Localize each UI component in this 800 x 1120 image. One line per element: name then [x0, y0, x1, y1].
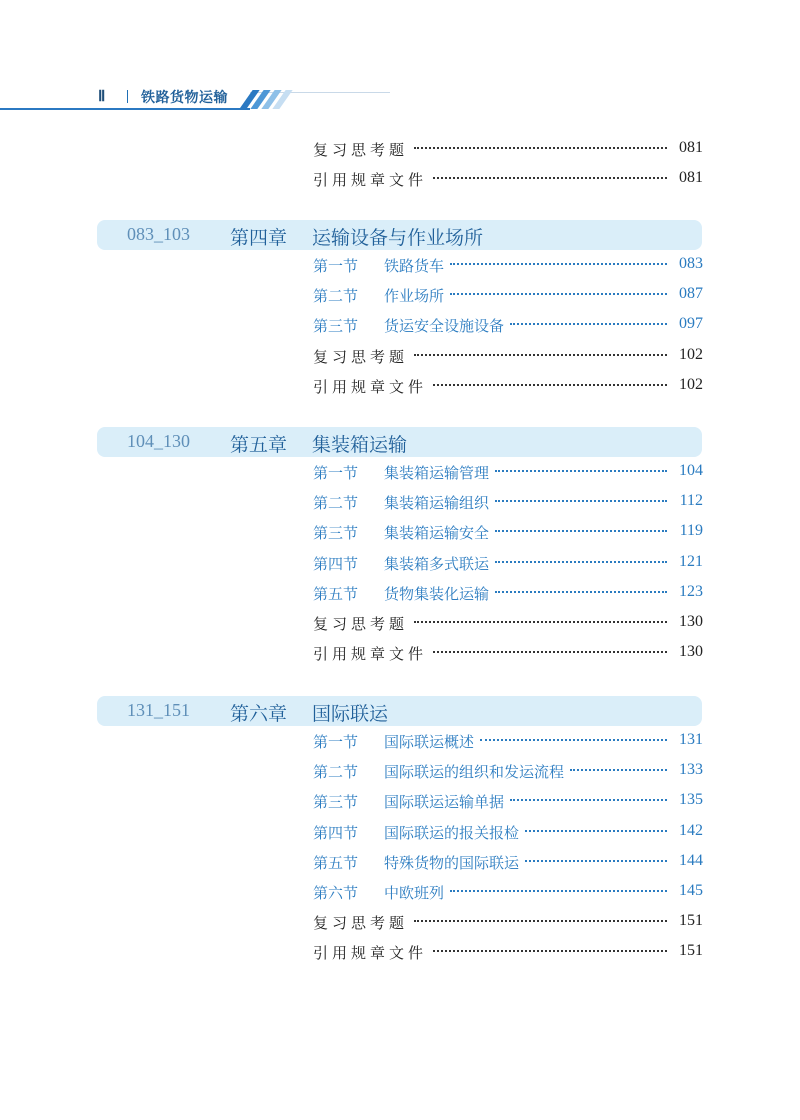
- toc-entry[interactable]: [313, 137, 703, 161]
- toc-entry[interactable]: [313, 374, 703, 398]
- page-number: 145: [679, 882, 703, 899]
- section-number: 第二节: [313, 287, 359, 306]
- page-number: 130: [679, 613, 703, 630]
- dot-leader: [433, 384, 667, 386]
- page-number: 142: [679, 821, 703, 839]
- toc-section-entry[interactable]: [313, 520, 703, 544]
- page-number: 112: [679, 492, 703, 510]
- dot-leader: [495, 561, 667, 563]
- page-number: 144: [679, 851, 703, 869]
- page-number: 135: [679, 791, 703, 809]
- dot-leader: [495, 591, 667, 593]
- chapter-page-range: 131_151: [127, 700, 190, 720]
- book-title: 铁路货物运输: [141, 90, 228, 106]
- entry-title: 引用规章文件: [313, 645, 428, 664]
- chapter-page-range: 083_103: [127, 224, 190, 244]
- entry-title: 货运安全设施设备: [384, 317, 505, 336]
- entry-title: 国际联运的报关报检: [384, 823, 520, 842]
- toc-entry[interactable]: [313, 940, 703, 964]
- dot-leader: [510, 799, 667, 801]
- page-number: 130: [679, 643, 703, 661]
- toc-section-entry[interactable]: [313, 850, 703, 874]
- toc-section-entry[interactable]: [313, 820, 703, 844]
- entry-title: 货物集装化运输: [384, 584, 490, 603]
- dot-leader: [433, 950, 667, 952]
- chapter-title: 运输设备与作业场所: [312, 227, 484, 249]
- toc-section-entry[interactable]: [313, 551, 703, 575]
- toc-section-entry[interactable]: [313, 789, 703, 813]
- section-number: 第三节: [313, 317, 359, 336]
- page-number: 123: [679, 582, 703, 600]
- chapter-heading[interactable]: [97, 220, 702, 250]
- toc-entry[interactable]: [313, 167, 703, 191]
- chapter-number: 第五章: [230, 434, 288, 456]
- toc-entry[interactable]: [313, 611, 703, 635]
- toc-section-entry[interactable]: [313, 460, 703, 484]
- page-number: 133: [679, 761, 703, 779]
- entry-title: 作业场所: [384, 287, 445, 306]
- entry-title: 引用规章文件: [313, 171, 428, 189]
- page-number: 087: [679, 285, 703, 303]
- section-number: 第三节: [313, 524, 359, 543]
- entry-title: 铁路货车: [384, 257, 445, 275]
- entry-title: 引用规章文件: [313, 377, 428, 396]
- page-number: 104: [679, 462, 703, 479]
- entry-title: 复习思考题: [313, 347, 409, 366]
- dot-leader: [495, 500, 667, 502]
- dot-leader: [414, 920, 667, 922]
- section-number: 第四节: [313, 554, 359, 573]
- section-number: 第二节: [313, 763, 359, 782]
- toc-entry[interactable]: [313, 641, 703, 665]
- dot-leader: [450, 890, 667, 892]
- page-number: 097: [679, 315, 703, 333]
- dot-leader: [495, 530, 667, 532]
- section-number: 第六节: [313, 884, 359, 902]
- running-header: [0, 84, 400, 114]
- toc-section-entry[interactable]: [313, 283, 703, 307]
- page-number: 081: [679, 139, 703, 156]
- page-number: 083: [679, 255, 703, 272]
- entry-title: 复习思考题: [313, 141, 409, 159]
- toc-section-entry[interactable]: [313, 490, 703, 514]
- entry-title: 集装箱运输管理: [384, 464, 490, 482]
- dot-leader: [495, 470, 667, 472]
- entry-title: 复习思考题: [313, 914, 409, 933]
- chapter-number: 第六章: [230, 703, 288, 725]
- entry-title: 集装箱多式联运: [384, 554, 490, 573]
- dot-leader: [450, 263, 667, 265]
- chapter-title: 集装箱运输: [312, 434, 408, 456]
- toc-section-entry[interactable]: [313, 313, 703, 337]
- dot-leader: [510, 323, 667, 325]
- dot-leader: [570, 769, 667, 771]
- dot-leader: [480, 739, 667, 741]
- entry-title: 集装箱运输组织: [384, 494, 490, 513]
- entry-title: 国际联运概述: [384, 733, 475, 751]
- header-separator: [127, 90, 128, 103]
- chapter-heading[interactable]: [97, 696, 702, 726]
- section-number: 第一节: [313, 257, 359, 275]
- toc-entry[interactable]: [313, 344, 703, 368]
- toc-section-entry[interactable]: [313, 759, 703, 783]
- entry-title: 集装箱运输安全: [384, 524, 490, 543]
- page-label: Ⅱ: [98, 89, 106, 105]
- section-number: 第一节: [313, 733, 359, 751]
- section-number: 第一节: [313, 464, 359, 482]
- dot-leader: [450, 293, 667, 295]
- entry-title: 中欧班列: [384, 884, 445, 902]
- dot-leader: [525, 830, 667, 832]
- dot-leader: [433, 651, 667, 653]
- page-number: 119: [679, 522, 703, 540]
- toc-section-entry[interactable]: [313, 880, 703, 904]
- dot-leader: [414, 147, 667, 149]
- page-number: 102: [679, 345, 703, 363]
- toc-entry[interactable]: [313, 910, 703, 934]
- toc-section-entry[interactable]: [313, 729, 703, 753]
- entry-title: 特殊货物的国际联运: [384, 853, 520, 872]
- dot-leader: [414, 621, 667, 623]
- toc-section-entry[interactable]: [313, 581, 703, 605]
- page-number: 151: [679, 942, 703, 960]
- section-number: 第五节: [313, 853, 359, 872]
- entry-title: 国际联运运输单据: [384, 793, 505, 812]
- section-number: 第四节: [313, 823, 359, 842]
- chapter-heading[interactable]: [97, 427, 702, 457]
- header-rule: [0, 108, 250, 110]
- chapter-page-range: 104_130: [127, 431, 190, 451]
- section-number: 第二节: [313, 494, 359, 513]
- page-number: 151: [679, 912, 703, 930]
- chapter-title: 国际联运: [312, 703, 389, 725]
- section-number: 第五节: [313, 584, 359, 603]
- page-number: 121: [679, 552, 703, 570]
- dot-leader: [414, 354, 667, 356]
- page-number: 081: [679, 169, 703, 186]
- page-number: 131: [679, 731, 703, 748]
- dot-leader: [525, 860, 667, 862]
- entry-title: 引用规章文件: [313, 944, 428, 963]
- entry-title: 国际联运的组织和发运流程: [384, 763, 565, 782]
- entry-title: 复习思考题: [313, 615, 409, 633]
- section-number: 第三节: [313, 793, 359, 812]
- chapter-number: 第四章: [230, 227, 288, 249]
- dot-leader: [433, 177, 667, 179]
- toc-section-entry[interactable]: [313, 253, 703, 277]
- page-number: 102: [679, 375, 703, 393]
